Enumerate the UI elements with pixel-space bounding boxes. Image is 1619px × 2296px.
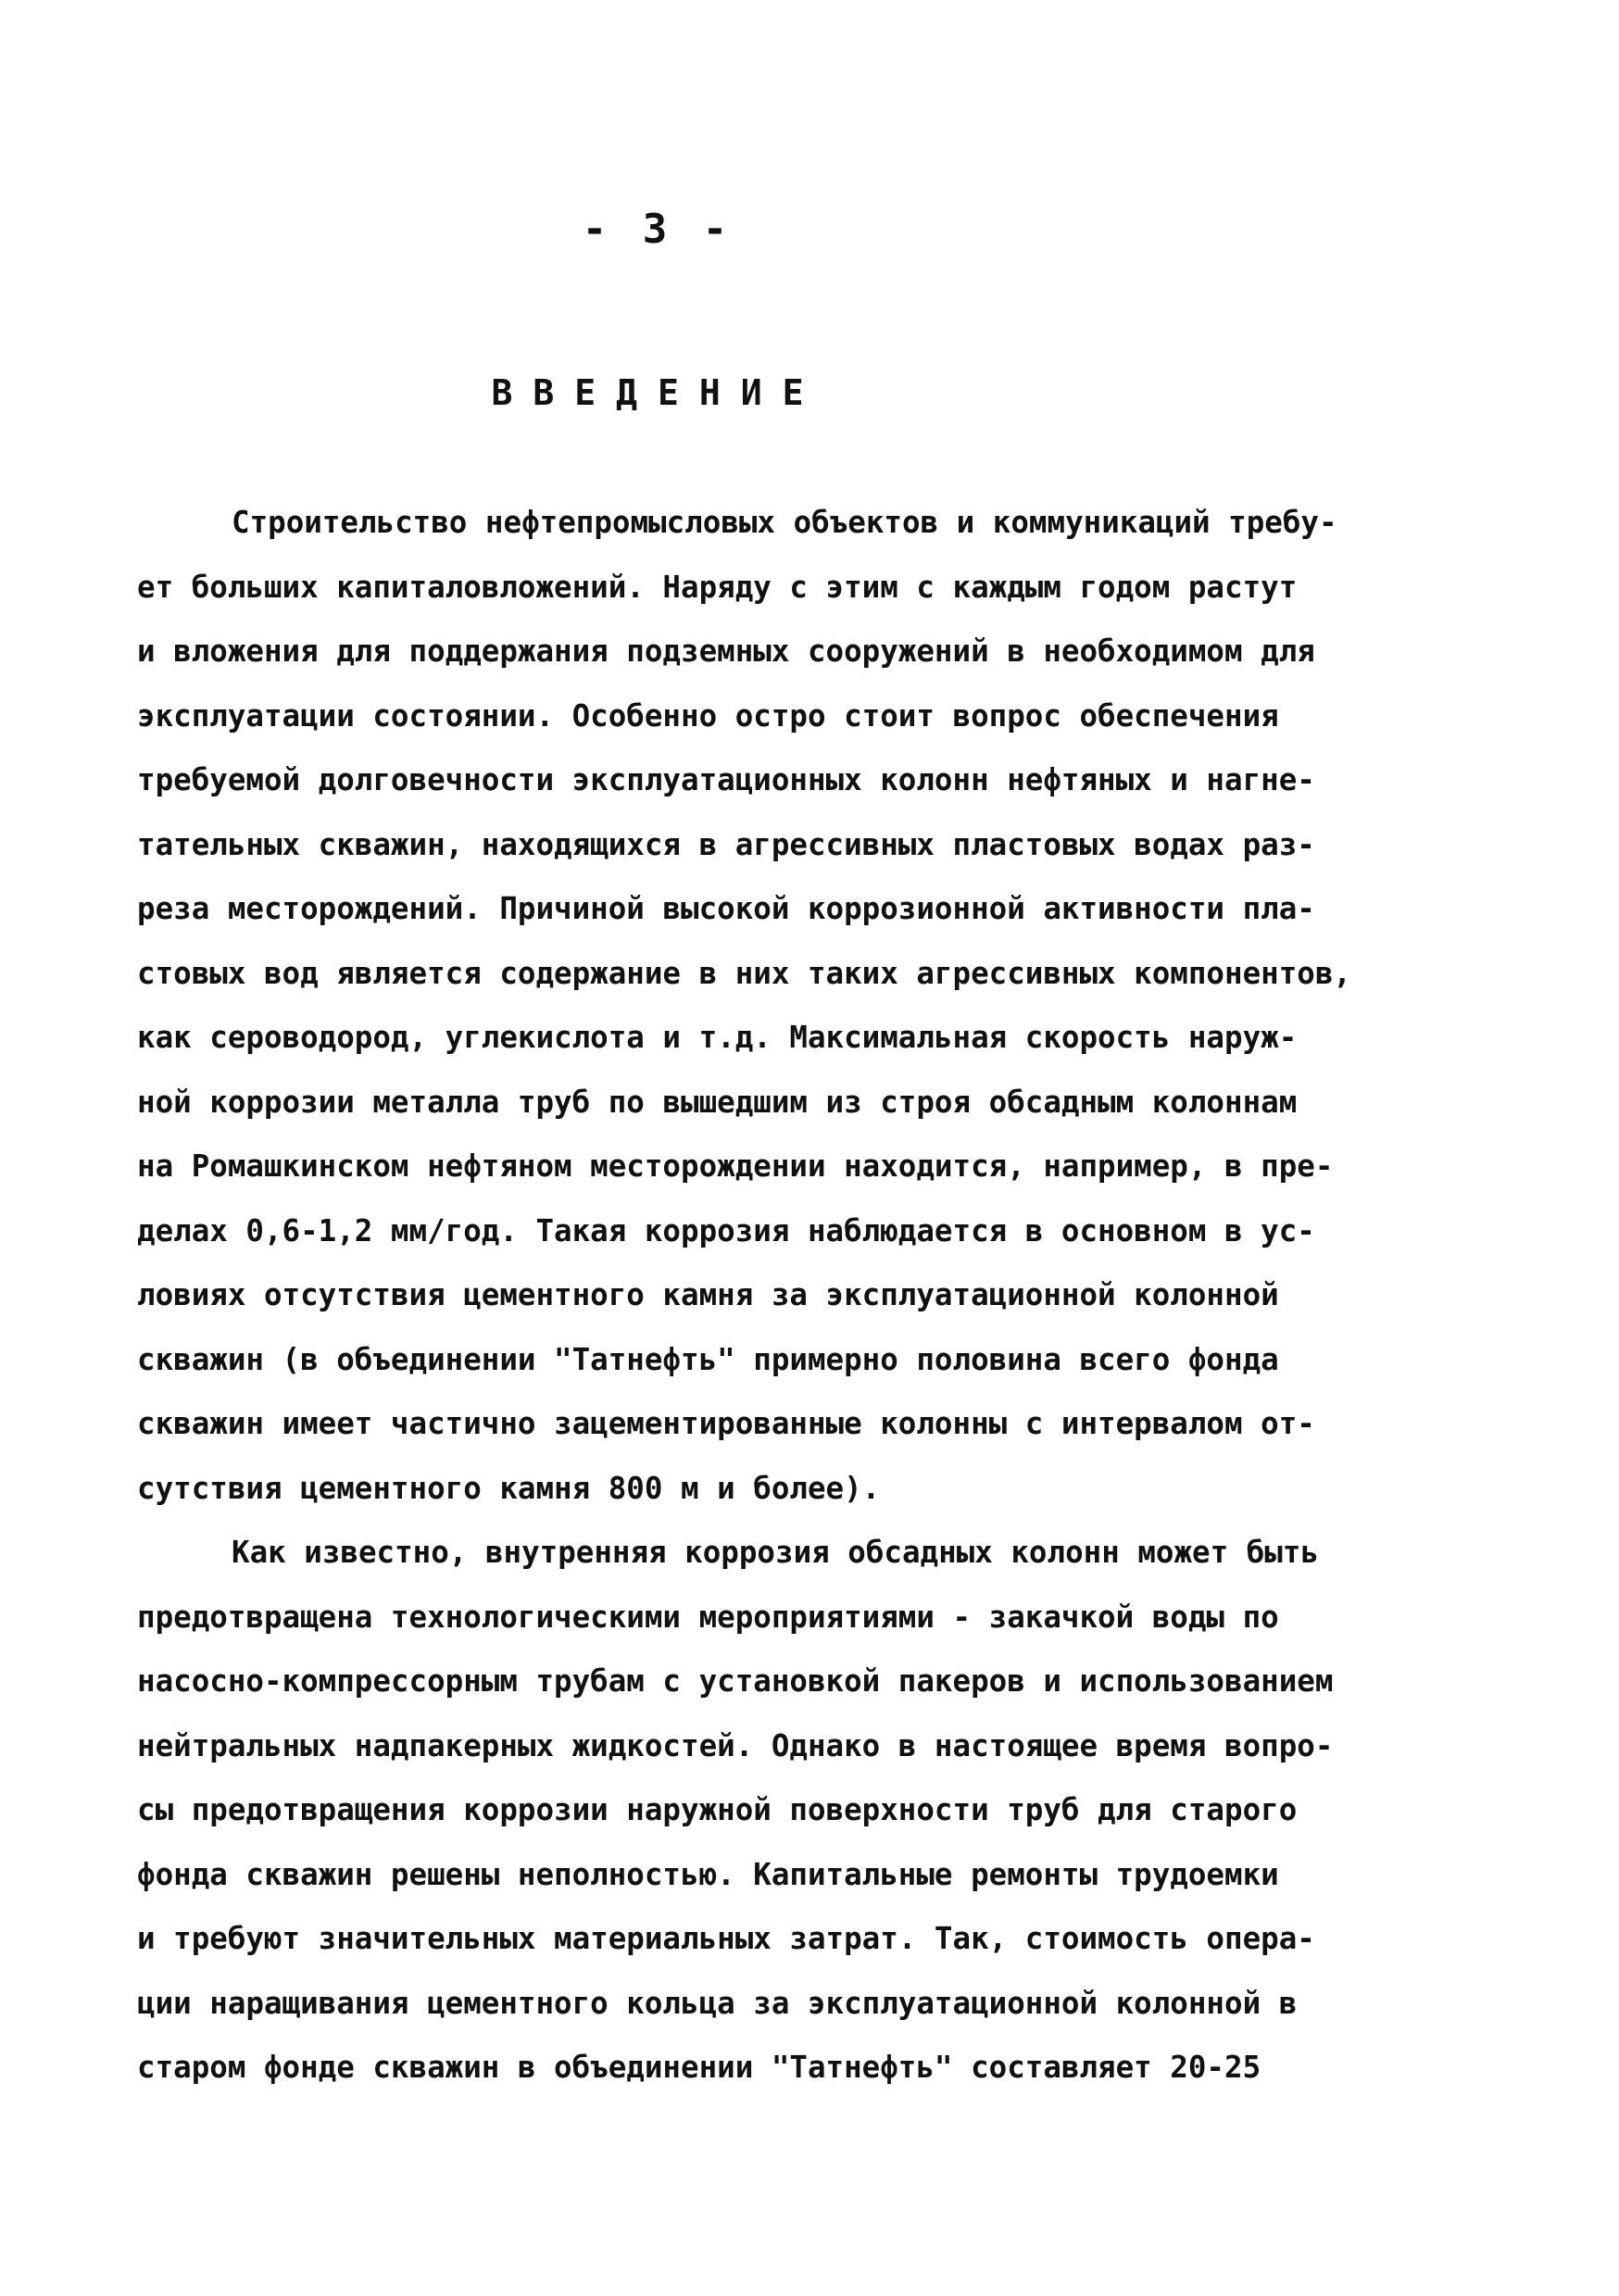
text-line: насосно-компрессорным трубам с установкой пакеров и использованием — [137, 1663, 1334, 1699]
text-line: реза месторождений. Причиной высокой коррозионной активности пла- — [137, 891, 1315, 926]
text-line: предотвращена технологическими мероприятиями - закачкой воды по — [137, 1599, 1279, 1635]
text-line: скважин (в объединении "Татнефть" примерно половина всего фонда — [137, 1341, 1279, 1377]
text-line: эксплуатации состоянии. Особенно остро стоит вопрос обеспечения — [137, 697, 1279, 734]
text-line: на Ромашкинском нефтяном месторождении находится, например, в пре- — [137, 1148, 1334, 1184]
text-line: и вложения для поддержания подземных сооружений в необходимом для — [137, 634, 1315, 669]
text-line: ной коррозии металла труб по вышедшим из строя обсадным колоннам — [137, 1084, 1298, 1120]
text-line: ции наращивания цементного кольца за эксплуатационной колонной в — [137, 1985, 1298, 2021]
paragraph-2 — [137, 1521, 1434, 2101]
text-line: требуемой долговечности эксплуатационных колонн нефтяных и нагне- — [137, 762, 1315, 797]
body-text — [137, 491, 1434, 2101]
text-line: ет больших капиталовложений. Наряду с этим с каждым годом растут — [137, 569, 1298, 605]
text-line: и требуют значительных материальных затрат. Так, стоимость опера- — [137, 1921, 1315, 1956]
text-line: фонда скважин решены неполностью. Капитальные ремонты трудоемки — [137, 1856, 1279, 1892]
text-line: скважин имеет частично зацементированные колонны с интервалом от- — [137, 1406, 1315, 1441]
text-line: как сероводород, углекислота и т.д. Максимальная скорость наруж- — [137, 1020, 1298, 1055]
text-line: нейтральных надпакерных жидкостей. Однако в настоящее время вопро- — [137, 1727, 1334, 1763]
text-line: сы предотвращения коррозии наружной поверхности труб для старого — [137, 1792, 1298, 1827]
text-line: Строительство нефтепромысловых объектов и коммуникаций требу- — [232, 505, 1337, 540]
text-line: делах 0,6-1,2 мм/год. Такая коррозия наблюдается в основном в ус- — [137, 1212, 1315, 1248]
text-line: тательных скважин, находящихся в агрессивных пластовых водах раз- — [137, 826, 1315, 862]
text-line: сутствия цементного камня 800 м и более). — [137, 1470, 881, 1506]
text-line: стовых вод является содержание в них таких агрессивных компонентов, — [137, 955, 1351, 991]
text-line: ловиях отсутствия цементного камня за эксплуатационной колонной — [137, 1277, 1279, 1312]
text-line: старом фонде скважин в объединении "Татнефть" составляет 20-25 — [137, 2050, 1261, 2085]
paragraph-1 — [137, 491, 1434, 1521]
text-line: Как известно, внутренняя коррозия обсадных колонн может быть — [232, 1535, 1319, 1570]
page-number: - 3 - — [582, 206, 734, 253]
section-title: ВВЕДЕНИЕ — [491, 372, 824, 413]
